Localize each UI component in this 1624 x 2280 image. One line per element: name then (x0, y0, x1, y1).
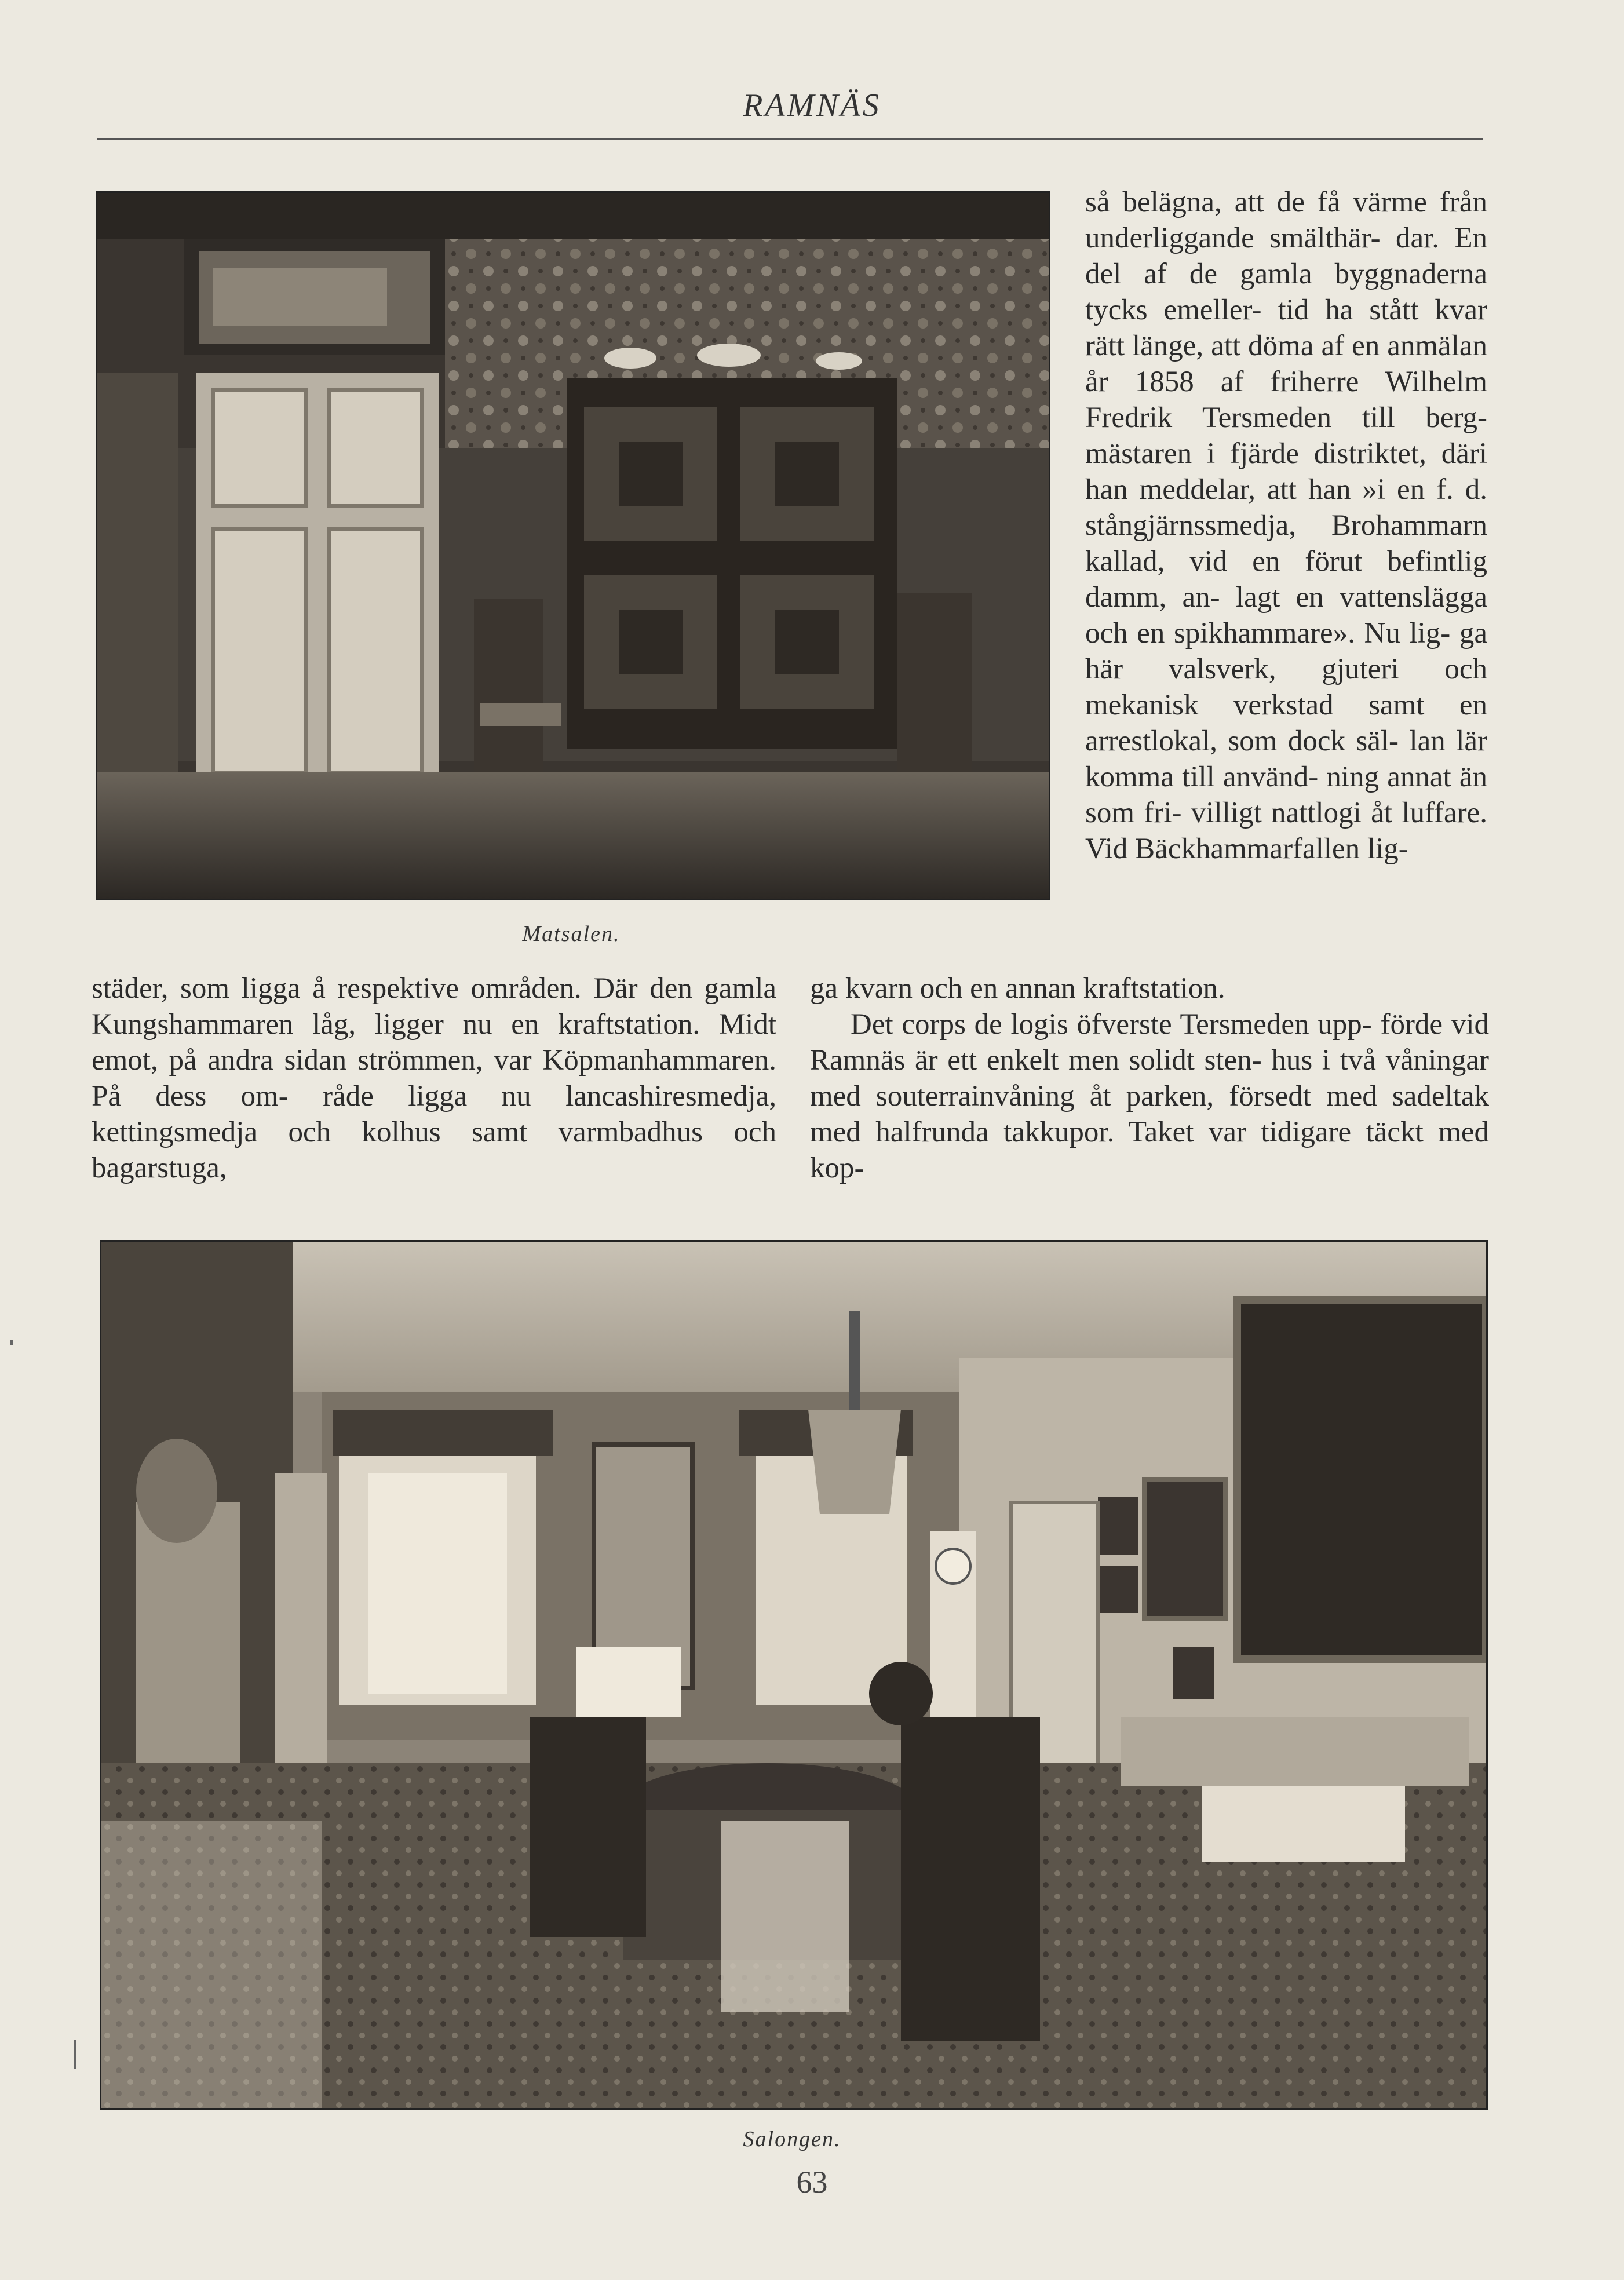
running-header: RAMNÄS (743, 87, 881, 123)
text-column-right-top (1085, 184, 1487, 867)
figure-caption-drawing-room: Salongen. (743, 2127, 841, 2151)
scan-mark (74, 2040, 76, 2069)
page-number: 63 (796, 2165, 828, 2199)
dining-room-illustration (97, 193, 1049, 899)
paragraph: Det corps de logis öfverste Tersmeden upp- förde vid Ramnäs är ett enkelt men solidt sten- hus i två våningar med souterrainvåning åt parken, försedt med sadeltak med halfrunda takkupor. Taket var tidigare täckt med kop- (810, 1008, 1489, 1184)
text-column-right-bottom (810, 971, 1489, 1186)
header-rule (97, 138, 1483, 140)
text-column-left (92, 971, 776, 1186)
paragraph: så belägna, att de få värme från underliggande smälthär- dar. En del af de gamla byggnaderna tycks emeller- tid ha stått kvar rätt länge, att döma af en anmälan år 1858 af friherre Wilhelm Fredrik Tersmeden till berg- mästaren i fjärde distriktet, däri han meddelar, att han »i en f. d. stångjärnssmedja, Brohammarn kallad, vid en förut befintlig damm, an- lagt en vattenslägga och en spikhammare». Nu lig- ga här valsverk, gjuteri och mekanisk verkstad samt en arrestlokal, som dock säl- lan lär komma till använd- ning annat än som fri- villigt nattlogi åt luffare. Vid Bäckhammarfallen lig- (1085, 186, 1487, 865)
paragraph: ga kvarn och en annan kraftstation. (810, 972, 1225, 1005)
photo-dining-room (96, 191, 1050, 900)
scan-speck (10, 1340, 13, 1345)
photo-drawing-room (100, 1240, 1488, 2110)
paragraph: städer, som ligga å respektive områden. Där den gamla Kungshammaren låg, ligger nu en kraftstation. Midt emot, på andra sidan strömmen, var Köpmanhammaren. På dess om- råde ligga nu lancashiresmedja, kettingsmedja och kolhus samt varmbadhus och bagarstuga, (92, 972, 776, 1184)
drawing-room-illustration (101, 1242, 1486, 2108)
figure-caption-dining-room: Matsalen. (522, 922, 621, 946)
